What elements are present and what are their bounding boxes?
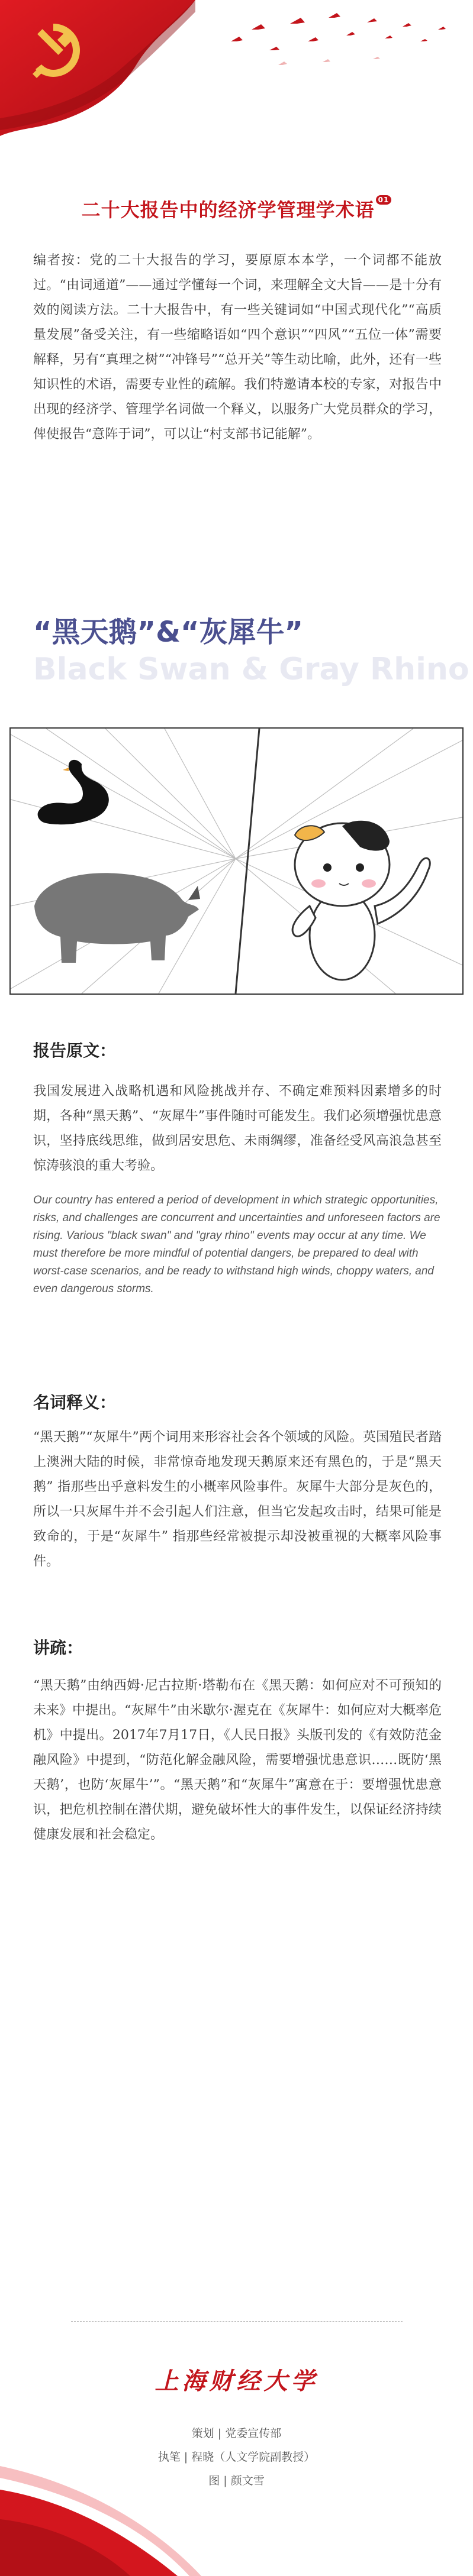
commentary-text: “黑天鹅”由纳西姆·尼古拉斯·塔勒布在《黑天鹅：如何应对不可预知的未来》中提出。“灰犀牛”由米歇尔·渥克在《灰犀牛：如何应对大概率危机》中提出。2017年7月17日，《人民日报》头版刊发的《有效防范金融风险》中提到，“防范化解金融风险，需要增强忧患意识……既防‘黑天鹅’，也防‘灰犀牛’”。“黑天鹅”和“灰犀牛”寓意在于：要增强忧患意识，把危机控制在潜伏期，避免破坏性大的事件发生，以保证经济持续健康发展和社会稳定。 <box>33 1678 442 1842</box>
editor-note: 编者按：党的二十大报告的学习，要原原本本学，一个词都不能放过。“由词通道”——通过学懂每一个词，来理解全文大旨——是十分有效的阅读方法。二十大报告中，有一些关键词如“中国式现代化”“高质量发展”备受关注，有一些缩略语如“四个意识”“四风”“五位一体”需要解释，另有“真理之树”“冲锋号”“总开关”等生动比喻，此外，还有一些知识性的术语，需要专业性的疏解。我们特邀请本校的专家，对报告中出现的经济学、管理学名词做一个释义，以服务广大党员群众的学习，俾使报告“意阵于词”，可以让“村支部书记能解”。 <box>33 253 442 442</box>
university-logo: 上海财经大学 <box>155 2367 318 2395</box>
report-english-text: Our country has entered a period of development in which strategic opportunities, risks, and challenges are concurrent and uncertainties and unforeseen factors are rising. Various "black swan" and "gray rhino" events may occur at any time. We must therefore be more mindful of potential dangers, be prepared to deal with worst-case scenarios, and be ready to withstand high winds, choppy waters, and even dangerous storms. <box>33 1194 440 1295</box>
credit-illustration: 图 | 颜文雪 <box>208 2474 265 2487</box>
page-title <box>0 195 473 222</box>
gray-rhino-icon <box>34 873 200 963</box>
credit-author: 执笔 | 程晓（人文学院副教授） <box>157 2451 316 2464</box>
report-heading: 报告原文： <box>33 1041 117 1060</box>
cartoon-character-icon <box>292 821 430 980</box>
commentary-heading: 讲疏： <box>33 1638 83 1658</box>
section-title: “黑天鹅”&“灰犀牛” <box>33 616 304 649</box>
page-title-text: 二十大报告中的经济学管理学术语 <box>81 199 375 221</box>
comic-illustration <box>9 727 464 995</box>
section-subtitle: Black Swan & Gray Rhino <box>33 652 469 687</box>
header-banner <box>0 0 473 160</box>
report-chinese-text: 我国发展进入战略机遇和风险挑战并存、不确定难预料因素增多的时期，各种“黑天鹅”、“灰犀牛”事件随时可能发生。我们必须增强忧患意识，坚持底线思维，做到居安思危、未雨绸缪，准备经受风高浪急甚至惊涛骇浪的重大考验。 <box>33 1084 442 1173</box>
definition-text: “黑天鹅”“灰犀牛”两个词用来形容社会各个领域的风险。英国殖民者踏上澳洲大陆的时候，非常惊奇地发现天鹅原来还有黑色的，于是“黑天鹅” 指那些出乎意料发生的小概率风险事件。灰犀牛大部分是灰色的，所以一只灰犀牛并不会引起人们注意，但当它发起攻击时，结果可能是致命的，于是“灰犀牛” 指那些经常被提示却没被重视的大概率风险事件。 <box>33 1430 442 1569</box>
comic-scene <box>11 729 462 993</box>
title-badge: 01 <box>376 195 392 205</box>
definition-heading: 名词释义： <box>33 1393 117 1412</box>
footer-divider <box>71 2321 403 2322</box>
doves-icon <box>195 6 473 89</box>
black-swan-icon <box>38 760 109 824</box>
party-flag-icon <box>0 0 195 136</box>
credit-planning: 策划 | 党委宣传部 <box>191 2427 282 2440</box>
